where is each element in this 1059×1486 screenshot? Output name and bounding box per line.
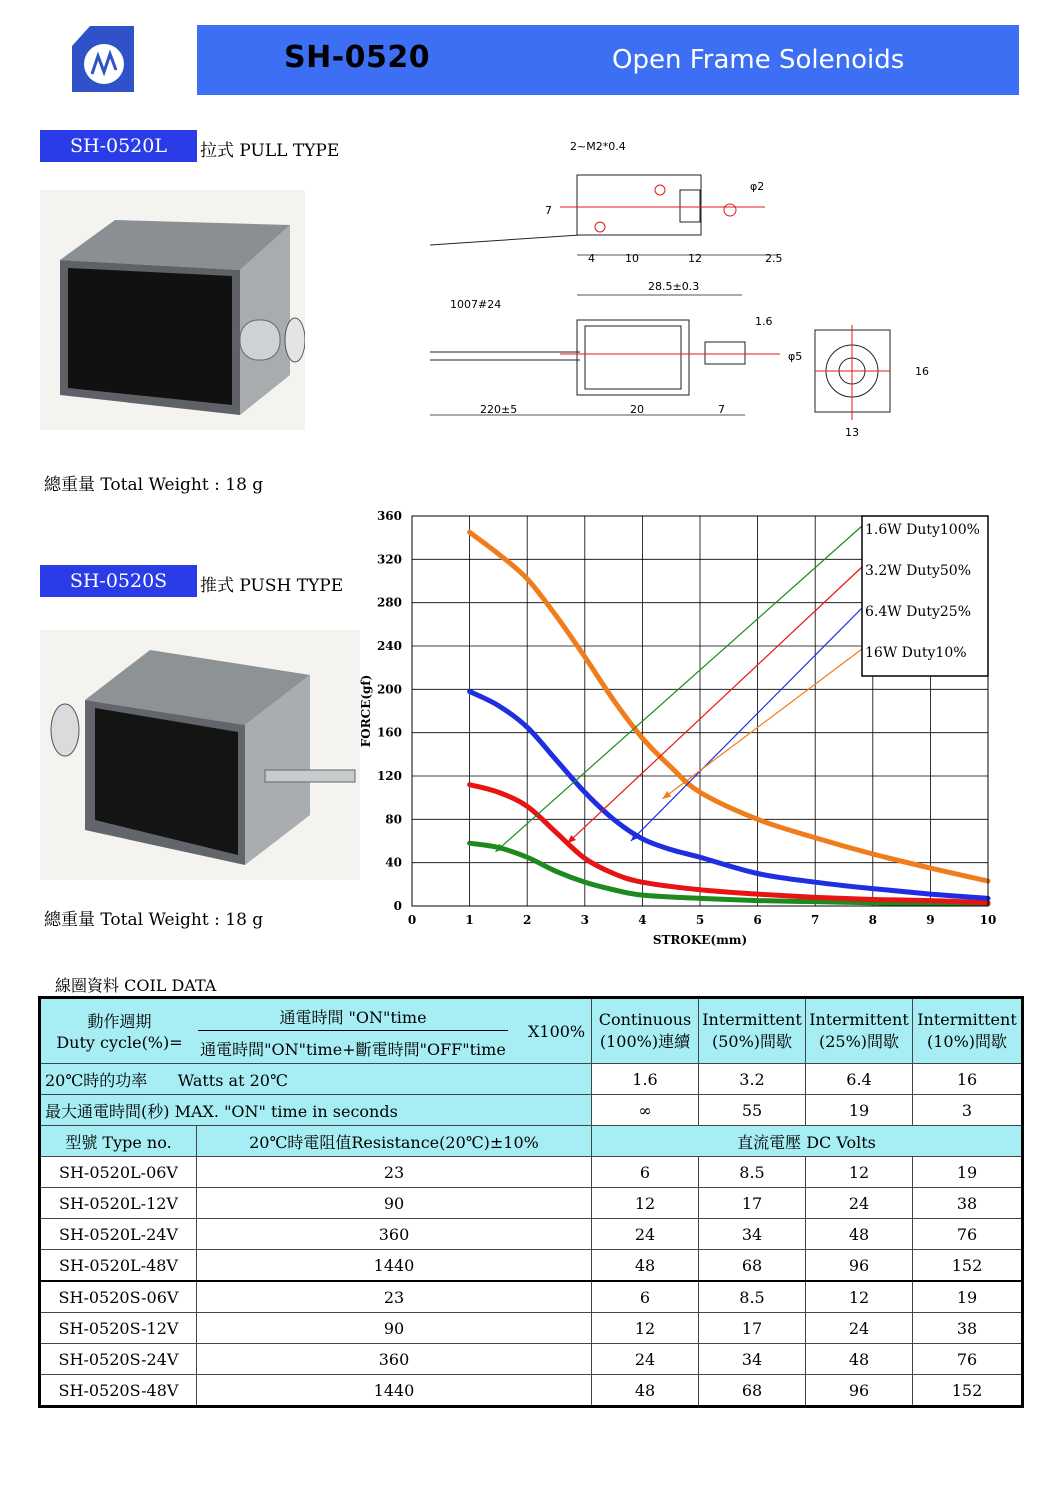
x-tick-label: 3 [580,913,589,927]
pull-weight: 總重量 Total Weight : 18 g [44,475,264,495]
type-number-cell: SH-0520S-24V [40,1344,197,1375]
voltage-cell: 48 [806,1344,913,1375]
voltage-cell: 96 [806,1375,913,1407]
voltage-cell: 6 [592,1157,699,1188]
dim-1-6: 1.6 [755,315,773,328]
y-axis-label: FORCE(gf) [359,674,373,748]
table-row [40,1157,1023,1188]
duty-col-10: Intermittent (10%)間歇 [913,998,1023,1064]
y-tick-label: 280 [376,595,402,610]
y-tick-label: 40 [385,855,402,870]
coil-data-table [38,996,1024,1408]
watts-label: 20℃時的功率 Watts at 20℃ [40,1064,592,1095]
watts-value: 3.2 [699,1064,806,1095]
resistance-cell: 23 [197,1281,592,1313]
leader-arrowhead [663,791,672,799]
voltage-cell: 24 [592,1344,699,1375]
model-title: SH-0520 [284,40,431,75]
table-header-row [40,1126,1023,1157]
voltage-cell: 68 [699,1375,806,1407]
table-row [40,1281,1023,1313]
company-logo-icon [72,26,134,92]
voltage-cell: 12 [806,1157,913,1188]
max-on-value: 55 [699,1095,806,1126]
type-number-cell: SH-0520S-06V [40,1281,197,1313]
voltage-cell: 24 [806,1313,913,1344]
x-tick-label: 9 [926,913,935,927]
y-tick-label: 0 [393,899,402,913]
dimension-drawing [420,130,940,445]
max-on-row [40,1095,1023,1126]
voltage-cell: 19 [913,1281,1023,1313]
voltage-cell: 17 [699,1188,806,1219]
duty-cycle-row [40,998,1023,1064]
force-stroke-chart [350,500,1000,960]
length-total: 28.5±0.3 [648,280,700,293]
resistance-cell: 90 [197,1313,592,1344]
resistance-cell: 1440 [197,1250,592,1282]
coil-data-title: 線圈資料 COIL DATA [55,976,217,995]
table-row [40,1313,1023,1344]
voltage-cell: 8.5 [699,1281,806,1313]
voltage-cell: 24 [806,1188,913,1219]
pull-solenoid-photo [40,190,305,430]
fraction-line [198,1030,508,1031]
pull-type-label: 拉式 PULL TYPE [200,141,340,161]
type-number-cell: SH-0520L-48V [40,1250,197,1282]
push-model-tag: SH-0520S [40,565,197,597]
dim-12: 12 [688,252,702,265]
dim-4: 4 [588,252,595,265]
fraction-denominator: 通電時間"ON"time+斷電時間"OFF"time [200,1040,506,1059]
legend-leader-line [631,608,862,841]
duty-col-continuous: Continuous (100%)連續 [592,998,699,1064]
x-tick-label: 4 [638,913,647,927]
resistance-cell: 360 [197,1219,592,1250]
y-tick-label: 360 [376,509,402,523]
times-100: X100% [528,1022,586,1041]
table-row [40,1375,1023,1407]
watts-row [40,1064,1023,1095]
voltage-cell: 12 [592,1188,699,1219]
duty-label-en: Duty cycle(%)= [56,1033,183,1052]
voltage-cell: 38 [913,1188,1023,1219]
x-tick-label: 0 [407,913,417,927]
dim-7: 7 [545,204,552,217]
watts-value: 1.6 [592,1064,699,1095]
wire-spec: 1007#24 [450,298,502,311]
duty-col-50: Intermittent (50%)間歇 [699,998,806,1064]
series-line-1 [470,785,988,903]
voltage-cell: 19 [913,1157,1023,1188]
legend-entry: 1.6W Duty100% [865,522,980,538]
voltage-cell: 8.5 [699,1157,806,1188]
table-row [40,1188,1023,1219]
voltage-cell: 96 [806,1250,913,1282]
dim-16: 16 [915,365,929,378]
table-row [40,1250,1023,1282]
push-type-label: 推式 PUSH TYPE [200,576,344,596]
thread-spec: 2~M2*0.4 [570,140,626,153]
x-axis-label: STROKE(mm) [652,933,748,947]
table-row [40,1219,1023,1250]
voltage-cell: 76 [913,1344,1023,1375]
resistance-cell: 360 [197,1344,592,1375]
y-tick-label: 200 [376,682,402,697]
voltage-cell: 152 [913,1250,1023,1282]
legend-entry: 6.4W Duty25% [865,604,971,620]
dim-10: 10 [625,252,639,265]
product-title: Open Frame Solenoids [612,45,905,75]
max-on-label: 最大通電時間(秒) MAX. "ON" time in seconds [40,1095,592,1126]
x-tick-label: 5 [695,913,705,927]
max-on-value: 3 [913,1095,1023,1126]
type-number-cell: SH-0520S-48V [40,1375,197,1407]
type-number-cell: SH-0520L-12V [40,1188,197,1219]
voltage-cell: 152 [913,1375,1023,1407]
voltage-cell: 48 [592,1250,699,1282]
y-tick-label: 240 [376,639,402,653]
dim-220: 220±5 [480,403,518,416]
y-tick-label: 120 [376,769,402,783]
series-line-0 [470,843,988,904]
voltage-cell: 34 [699,1344,806,1375]
max-on-value: ∞ [592,1095,699,1126]
duty-cycle-formula [40,998,592,1064]
resistance-cell: 1440 [197,1375,592,1407]
x-tick-label: 7 [811,913,820,927]
pull-model-tag: SH-0520L [40,130,197,162]
resistance-cell: 23 [197,1157,592,1188]
volts-header: 直流電壓 DC Volts [592,1126,1023,1157]
dim-7b: 7 [718,403,725,416]
voltage-cell: 48 [806,1219,913,1250]
x-tick-label: 8 [868,913,877,927]
max-on-value: 19 [806,1095,913,1126]
x-tick-label: 10 [979,913,997,927]
push-weight: 總重量 Total Weight : 18 g [44,910,264,930]
voltage-cell: 68 [699,1250,806,1282]
resistance-cell: 90 [197,1188,592,1219]
voltage-cell: 24 [592,1219,699,1250]
dim-20: 20 [630,403,644,416]
watts-value: 16 [913,1064,1023,1095]
type-number-cell: SH-0520L-24V [40,1219,197,1250]
dim-13: 13 [845,426,859,439]
legend-leader-line [496,526,862,852]
dim-phi5: φ5 [788,350,803,363]
legend-entry: 3.2W Duty50% [865,563,971,579]
resistance-header: 20℃時電阻值Resistance(20℃)±10% [197,1126,592,1157]
fraction-numerator: 通電時間 "ON"time [279,1008,427,1027]
type-header: 型號 Type no. [40,1126,197,1157]
duty-label-zh: 動作週期 [87,1012,152,1031]
hole-diameter: φ2 [750,180,765,193]
voltage-cell: 48 [592,1375,699,1407]
type-number-cell: SH-0520L-06V [40,1157,197,1188]
legend-entry: 16W Duty10% [865,645,967,661]
duty-col-25: Intermittent (25%)間歇 [806,998,913,1064]
type-number-cell: SH-0520S-12V [40,1313,197,1344]
x-tick-label: 6 [753,913,762,927]
y-tick-label: 160 [376,725,402,740]
y-tick-label: 80 [385,812,402,827]
voltage-cell: 38 [913,1313,1023,1344]
dim-2-5: 2.5 [765,252,783,265]
push-solenoid-photo [40,630,360,880]
watts-value: 6.4 [806,1064,913,1095]
voltage-cell: 6 [592,1281,699,1313]
y-tick-label: 320 [376,552,402,567]
x-tick-label: 2 [523,913,532,927]
table-row [40,1344,1023,1375]
voltage-cell: 12 [806,1281,913,1313]
x-tick-label: 1 [465,913,474,927]
voltage-cell: 34 [699,1219,806,1250]
voltage-cell: 17 [699,1313,806,1344]
voltage-cell: 12 [592,1313,699,1344]
voltage-cell: 76 [913,1219,1023,1250]
